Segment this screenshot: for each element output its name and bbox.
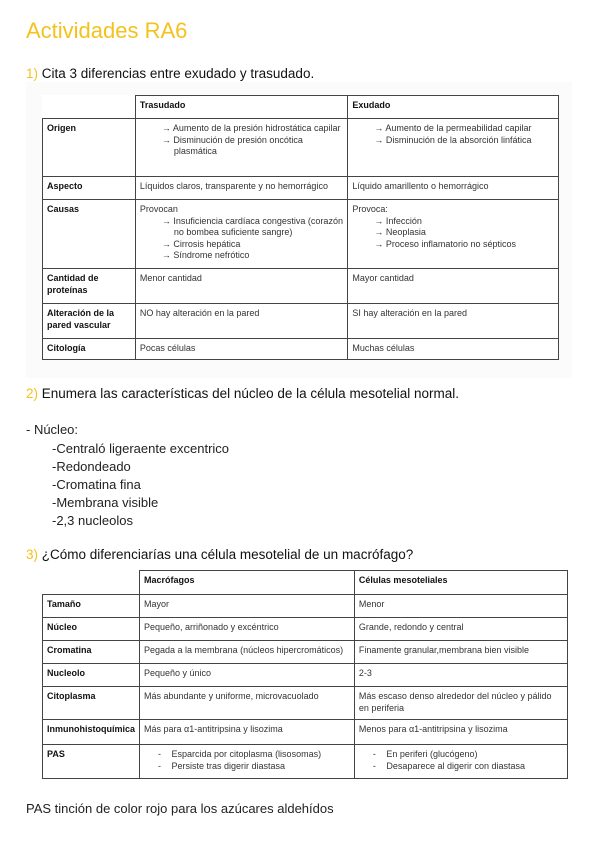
cell-text: Más abundante y uniforme, microvacuolado — [144, 691, 319, 701]
empty-header-cell — [43, 571, 140, 595]
cell — [140, 664, 355, 687]
table-row — [43, 720, 568, 745]
cell-text: Pegada a la membrana (núcleos hipercromáticos) — [144, 645, 344, 655]
row-label: Nucleolo — [43, 664, 140, 687]
cell-text: Pocas células — [139, 343, 196, 353]
cell-list — [144, 749, 350, 772]
table-row — [43, 269, 559, 304]
cell — [140, 618, 355, 641]
row-label: Cantidad de proteínas — [43, 269, 136, 304]
cell-text: Mayor cantidad — [352, 273, 414, 283]
cell-text: Pequeño y único — [144, 668, 212, 678]
page-title: Actividades RA6 — [26, 18, 188, 43]
trasudado-exudado-table — [42, 95, 559, 360]
cell — [354, 641, 567, 664]
cell — [140, 745, 355, 779]
cell — [348, 339, 559, 360]
cell — [140, 595, 355, 618]
row-label: Tamaño — [43, 595, 140, 618]
cell — [348, 269, 559, 304]
cell-list — [352, 216, 554, 251]
cell-list-item: - Esparcida por citoplasma (lisosomas) — [144, 749, 350, 761]
macrofago-mesotelial-table — [42, 570, 568, 779]
cell-text: SI hay alteración en la pared — [352, 308, 467, 318]
row-label: Causas — [43, 200, 136, 269]
column-header: Exudado — [348, 96, 559, 119]
cell — [354, 664, 567, 687]
row-label: Aspecto — [43, 177, 136, 200]
nucleo-item: -2,3 nucleolos — [52, 513, 133, 528]
nucleo-item: -Centraló ligeraente excentrico — [52, 441, 230, 456]
row-label: Alteración de la pared vascular — [43, 304, 136, 339]
column-header: Trasudado — [135, 96, 348, 119]
table-row — [43, 641, 568, 664]
cell — [140, 720, 355, 745]
cell-list — [352, 123, 554, 146]
cell-text: Mayor — [144, 599, 170, 609]
cell — [140, 687, 355, 720]
cell-list-item: → Aumento de la presión hidrostática capilar — [140, 123, 344, 135]
table-row — [43, 664, 568, 687]
cell-list-item: - En periferi (glucógeno) — [359, 749, 563, 761]
cell-list-item: → Síndrome nefrótico — [140, 250, 344, 262]
cell-text: Pequeño, arriñonado y excéntrico — [144, 622, 279, 632]
row-label: Núcleo — [43, 618, 140, 641]
cell-list-item: → Aumento de la permeabilidad capilar — [352, 123, 554, 135]
nucleo-list — [52, 440, 229, 530]
cell — [135, 269, 348, 304]
header-row — [43, 571, 568, 595]
cell-list-item: → Disminución de presión oncótica plasmática — [140, 135, 344, 158]
cell — [354, 687, 567, 720]
question-text: Enumera las características del núcleo de la célula mesotelial normal. — [41, 386, 459, 401]
nucleo-item: -Redondeado — [52, 459, 131, 474]
cell-text: Más escaso denso alrededor del núcleo y pálido en periferia — [358, 691, 552, 713]
row-label: Origen — [43, 119, 136, 177]
question-3 — [26, 547, 413, 562]
header-row — [43, 96, 559, 119]
cell — [354, 745, 567, 779]
cell-list — [140, 123, 344, 158]
row-label: Cromatina — [43, 641, 140, 664]
question-text: Cita 3 diferencias entre exudado y trasudado. — [41, 66, 315, 81]
cell — [135, 304, 348, 339]
row-label: Citología — [43, 339, 136, 360]
cell-list-item: → Infección — [352, 216, 554, 228]
cell-list-item: → Neoplasia — [352, 227, 554, 239]
question-number: 2) — [26, 386, 39, 401]
cell-text: Menor — [358, 599, 385, 609]
table-row — [43, 200, 559, 269]
row-label: Citoplasma — [43, 687, 140, 720]
cell-list-item: → Cirrosis hepática — [140, 239, 344, 251]
table-row — [43, 339, 559, 360]
cell — [354, 720, 567, 745]
cell-text: Grande, redondo y central — [358, 622, 464, 632]
cell-list-item: → Proceso inflamatorio no sépticos — [352, 239, 554, 251]
cell-list-item: → Insuficiencia cardíaca congestiva (corazón no bombea suficiente sangre) — [140, 216, 344, 239]
table-row — [43, 595, 568, 618]
cell-text: 2-3 — [358, 668, 372, 678]
row-label: PAS — [43, 745, 140, 779]
cell-text: Provocan — [139, 204, 178, 214]
cell — [135, 339, 348, 360]
table-row — [43, 618, 568, 641]
cell-text: Líquidos claros, transparente y no hemorrágico — [139, 181, 328, 191]
table-row — [43, 687, 568, 720]
cell — [135, 177, 348, 200]
cell — [348, 304, 559, 339]
cell-text: NO hay alteración en la pared — [139, 308, 260, 318]
cell-text: Menor cantidad — [139, 273, 202, 283]
cell — [135, 119, 348, 177]
cell — [348, 119, 559, 177]
cell — [348, 177, 559, 200]
table-row — [43, 745, 568, 779]
table-row — [43, 119, 559, 177]
question-text: ¿Cómo diferenciarías una célula mesotelial de un macrófago? — [41, 547, 414, 562]
cell-text: Provoca: — [352, 204, 388, 214]
footer-note: PAS tinción de color rojo para los azúcares aldehídos — [26, 801, 334, 816]
question-1 — [26, 66, 314, 81]
cell — [354, 595, 567, 618]
nucleo-item: -Membrana visible — [52, 495, 159, 510]
table-row — [43, 177, 559, 200]
nucleo-item: -Cromatina fina — [52, 477, 141, 492]
question-number: 3) — [26, 547, 39, 562]
column-header: Células mesoteliales — [354, 571, 567, 595]
cell-list — [359, 749, 563, 772]
cell-text: Muchas células — [352, 343, 415, 353]
cell-text: Líquido amarillento o hemorrágico — [352, 181, 489, 191]
table-row — [43, 304, 559, 339]
cell-text: Más para α1-antitripsina y lisozima — [144, 724, 283, 734]
row-label: Inmunohistoquímica — [43, 720, 140, 745]
question-number: 1) — [26, 66, 39, 81]
cell-text: Finamente granular,membrana bien visible — [358, 645, 530, 655]
cell — [354, 618, 567, 641]
cell — [348, 200, 559, 269]
cell-text: Menos para α1-antitripsina y lisozima — [358, 724, 508, 734]
column-header: Macrófagos — [140, 571, 355, 595]
empty-header-cell — [43, 96, 136, 119]
question-2 — [26, 386, 459, 401]
cell-list — [140, 216, 344, 262]
cell-list-item: → Disminución de la absorción linfática — [352, 135, 554, 147]
nucleo-heading: - Núcleo: — [26, 422, 79, 437]
cell-list-item: - Desaparece al digerir con diastasa — [359, 761, 563, 773]
cell — [135, 200, 348, 269]
cell — [140, 641, 355, 664]
cell-list-item: - Persiste tras digerir diastasa — [144, 761, 350, 773]
